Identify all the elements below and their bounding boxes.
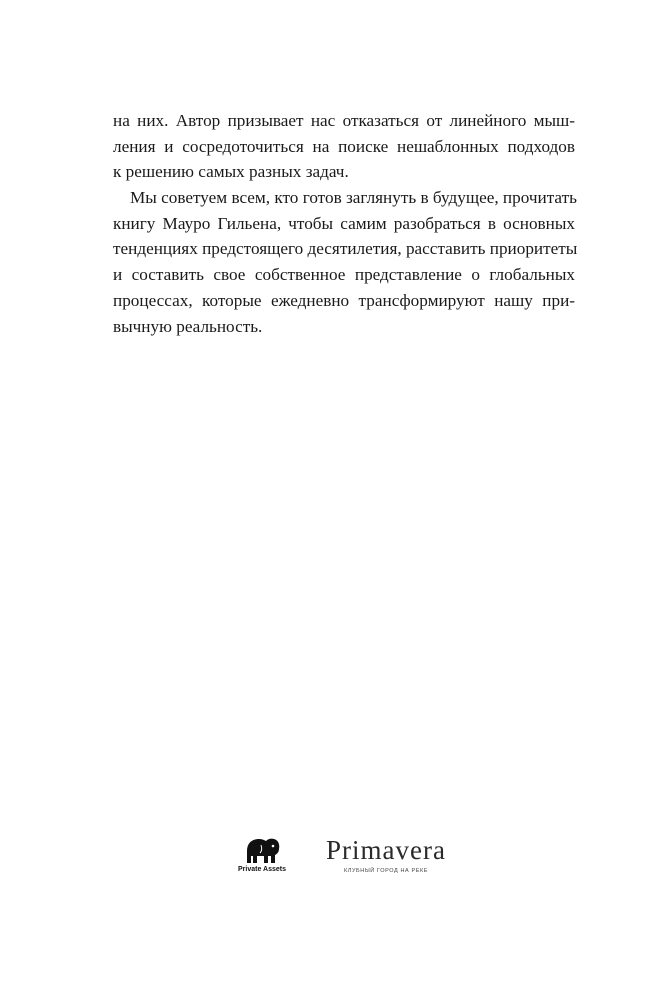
text-line: к решению самых разных задач. — [113, 162, 349, 182]
elephant-icon — [243, 837, 281, 865]
text-line: и составить свое собственное представление о глобальных — [113, 265, 575, 285]
private-assets-logo — [236, 837, 288, 877]
primavera-subtitle: КЛУБНЫЙ ГОРОД НА РЕКЕ — [343, 868, 429, 874]
text-line: тенденциях предстоящего десятилетия, расставить приоритеты — [113, 239, 578, 259]
body-text — [113, 108, 578, 339]
text-line: ления и сосредоточиться на поиске нешаблонных подходов — [113, 136, 575, 156]
text-line: Мы советуем всем, кто готов заглянуть в будущее, прочитать — [130, 188, 577, 208]
private-assets-label: Private Assets — [238, 866, 286, 873]
text-line: на них. Автор призывает нас отказаться от линейного мыш- — [113, 111, 575, 130]
sponsor-logos — [236, 837, 456, 877]
text-line: вычную реальность. — [113, 316, 263, 336]
text-line: процессах, которые ежедневно трансформируют нашу при- — [113, 290, 575, 310]
text-line: книгу Мауро Гильена, чтобы самим разобраться в основных — [113, 213, 575, 233]
primavera-logo — [316, 837, 456, 875]
primavera-title: Primavera — [326, 835, 446, 865]
